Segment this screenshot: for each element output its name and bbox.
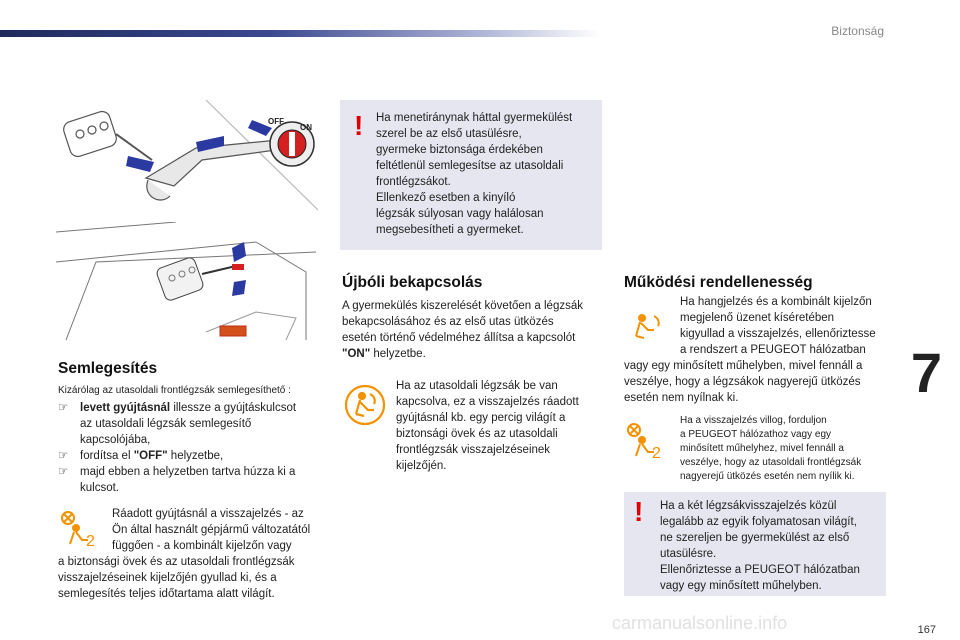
step-3: ☞ majd ebben a helyzetben tartva húzza ki a kulcsot. (58, 466, 296, 494)
neutralize-note-indented: Ráadott gyújtásnál a visszajelzés - az Ön által használt gépjármű változatától függően - a kombinált kijelzőn vagy (112, 508, 311, 552)
warning-text: Ha a két légzsákvisszajelzés közül legalább az egyik folyamatosan világít, ne szereljen be gyermekülést az első utasülésre. Ellenőriztesse a PEUGEOT hálózatban vagy egy minősített műhelyben. (660, 500, 860, 592)
page-number: 167 (917, 624, 936, 636)
airbag-off-blink-icon (626, 422, 666, 465)
operation-p1: vagy egy minősített műhelyben, mivel fennáll a veszélye, hogy a légzsákok nagyerejű ütközés esetén nem nyílnak ki. (624, 360, 863, 404)
switch-off-label: OFF (268, 117, 284, 126)
step-1: ☞ levett gyújtásnál illessze a gyújtáskulcsot az utasoldali légzsák semlegesítő kapcsolójába, (58, 402, 297, 446)
operation-p1-indented: Ha hangjelzés és a kombinált kijelzőn megjelenő üzenet kíséretében kigyullad a visszajelzés, ellenőriztesse a rendszert a PEUGEOT hálózatban (680, 296, 876, 356)
neutralize-steps (58, 400, 328, 496)
svg-text:2: 2 (652, 445, 661, 460)
airbag-off-warning-icon (60, 510, 100, 553)
neutralize-note: a biztonsági övek és az utasoldali frontlégzsák visszajelzéseinek kijelzőjén gyullad ki, és a semlegesítés teljes időtartama alatt világít. (58, 556, 295, 600)
operation-p2: Ha a visszajelzés villog, forduljon a PEUGEOT hálózathoz vagy egy minősített műhelyhez, mivel fennáll a veszélye, hogy az utasoldali frontlégzsák nagyerejű ütközés esetén nem nyílik ki. (680, 415, 862, 482)
step-2: ☞ fordítsa el "OFF" helyzetbe, (58, 450, 224, 462)
warning-box-indicators (624, 492, 886, 596)
reactivate-text: A gyermekülés kiszerelését követően a légzsák bekapcsolásához és az első utas ütközés esetén történő védelméhez állítsa a kapcsolót "ON" helyzetbe. (342, 300, 583, 360)
neutralize-heading: Semlegesítés (58, 360, 158, 377)
exclamation-icon: ! (634, 496, 644, 527)
watermark: carmanualsonline.info (612, 613, 788, 633)
reactivate-heading: Újbóli bekapcsolás (342, 274, 483, 291)
reactivate-icon-text: Ha az utasoldali légzsák be van kapcsolva, ez a visszajelzés ráadott gyújtásnál kb. egy percig világít a biztonsági övek és az utasoldali frontlégzsák visszajelzéseinek kijelzőjén. (396, 380, 579, 472)
chapter-number: 7 (910, 341, 942, 404)
bullet-icon: ☞ (58, 466, 69, 478)
header-gradient-bar (0, 30, 600, 37)
exclamation-icon: ! (354, 110, 364, 141)
switch-on-label: ON (300, 123, 312, 132)
section-title: Biztonság (831, 24, 884, 38)
airbag-on-icon (344, 384, 386, 431)
key-switch-illustration (56, 100, 318, 218)
warning-box-child-seat (340, 100, 602, 250)
airbag-fault-icon (630, 310, 664, 349)
glovebox-illustration (56, 222, 318, 340)
bullet-icon: ☞ (58, 402, 69, 414)
svg-text:2: 2 (86, 533, 95, 548)
warning-text: Ha menetiránynak háttal gyermekülést szerel be az első utasülésre, gyermeke biztonsága érdekében feltétlenül semlegesítse az utasoldali frontlégzsákot. Ellenkező esetben a kinyíló légzsák súlyosan vagy halálosan megsebesítheti a gyermeket. (376, 112, 573, 236)
bullet-icon: ☞ (58, 450, 69, 462)
neutralize-intro: Kizárólag az utasoldali frontlégzsák semlegesíthető : (58, 385, 291, 396)
operation-heading: Működési rendellenesség (624, 274, 813, 291)
